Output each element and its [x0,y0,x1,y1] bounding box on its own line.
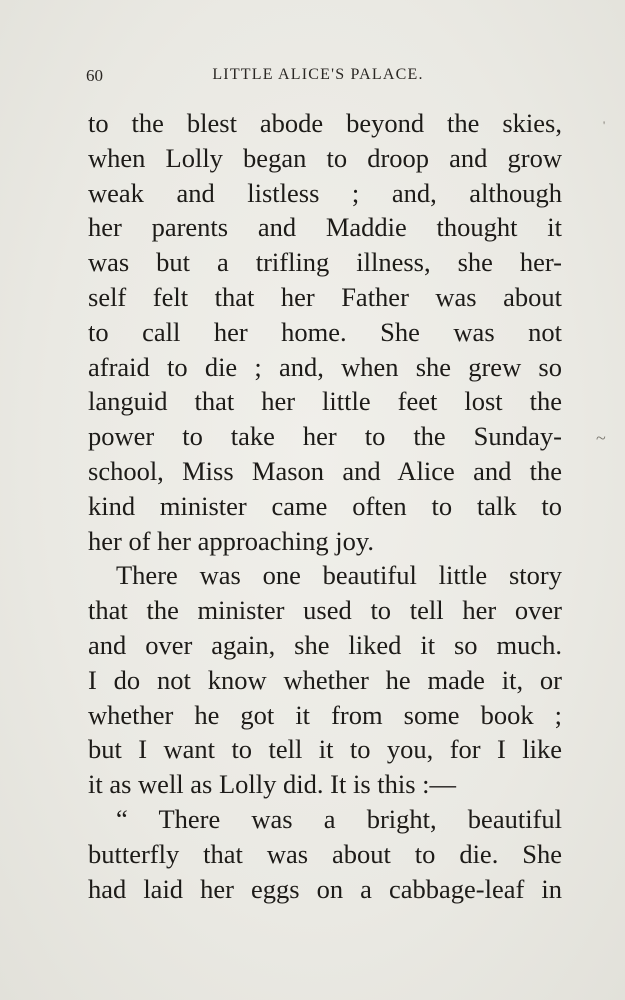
text-line: afraid to die ; and, when she grew so [88,351,562,382]
text-line: weak and listless ; and, although [88,177,562,208]
margin-tick-mark: ' [603,118,606,132]
text-line: but I want to tell it to you, for I like [88,734,562,765]
text-line: I do not know whether he made it, or [88,664,562,695]
running-title: LITTLE ALICE'S PALACE. [212,66,424,83]
text-line: was but a trifling illness, she her- [88,247,562,278]
page-number: 60 [86,66,103,85]
text-line: to the blest abode beyond the skies, [88,108,562,138]
text-line: butterfly that was about to die. She [88,838,562,869]
text-line: her parents and Maddie thought it [88,212,562,243]
margin-tick-mark: ~ [596,428,606,448]
text-line: that the minister used to tell her over [88,595,562,626]
text-line: her of her approaching joy. [88,525,374,556]
running-head [86,66,564,90]
text-line: There was one beautiful little story [116,560,562,591]
text-line: it as well as Lolly did. It is this :— [88,769,457,800]
text-line: school, Miss Mason and Alice and the [88,455,562,486]
text-line: languid that her little feet lost the [88,386,562,417]
text-line: to call her home. She was not [88,316,562,347]
text-line: had laid her eggs on a cabbage-leaf in [88,873,562,904]
text-line: when Lolly began to droop and grow [88,142,562,173]
text-line: self felt that her Father was about [88,281,562,312]
text-line: and over again, she liked it so much. [88,629,562,660]
text-line: power to take her to the Sunday- [88,421,562,452]
body-text [88,106,562,906]
text-line: whether he got it from some book ; [88,699,562,730]
text-line: kind minister came often to talk to [88,490,562,521]
text-line: “ There was a bright, beautiful [116,803,562,834]
